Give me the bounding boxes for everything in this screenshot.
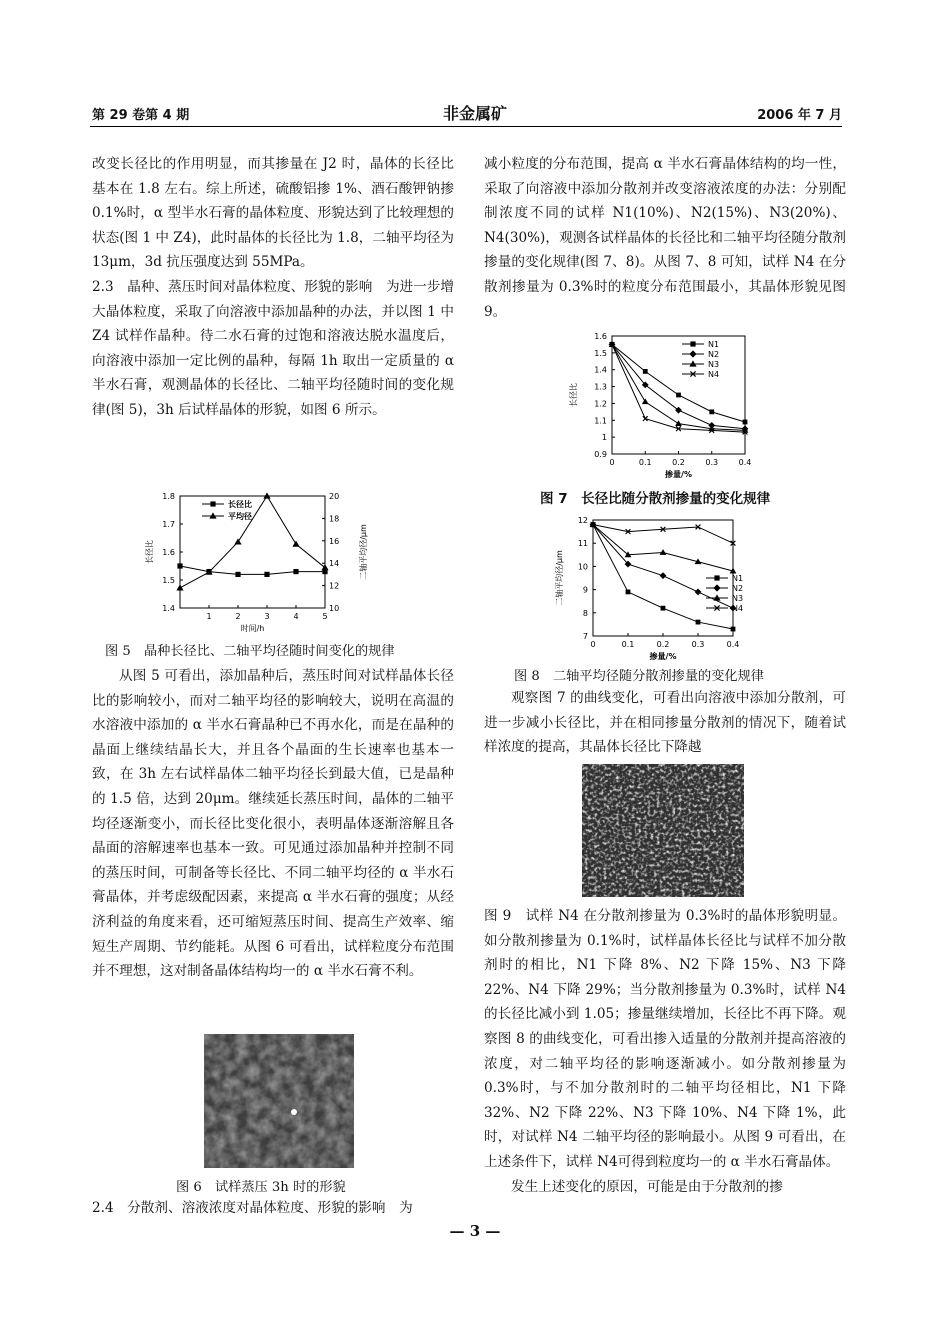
data-point xyxy=(626,590,631,595)
x-tick-label: 0 xyxy=(609,458,615,467)
paragraph: 明显。如分散剂掺量为 0.1%时，试样晶体长径比与试样不加分散剂时的相比，N1 下降 8%、N2 下降 15%、N3 下降 22%、N4 下降 29%；当分散剂掺量为 0.3%时，试样 N4的长径比减小到 1.05；掺量继续增加，长径比不再下降。观察图 8 的曲线变化，可看出掺入适量的分散剂并提高溶液的浓度，对二轴平均径的影响逐渐减小。如分散剂掺量为 0.3%时，与不加分散剂时的二轴平均径相比，N1 下降 32%、N2 下降 22%、N3 下降 10%、N4 下降 1%，此时，对试样 N4 二轴平均径的影响最小。从图 9 可看出，在上述条件下，试样 N4可得到粒度均一的 α 半水石膏晶体。 xyxy=(484,908,847,1170)
data-point xyxy=(696,620,701,625)
x-tick-label: 0 xyxy=(590,640,596,649)
legend-label: N1 xyxy=(708,340,720,349)
y-tick-label: 1.8 xyxy=(162,492,175,501)
left-column-cont xyxy=(92,664,454,984)
y-tick-label: 9 xyxy=(582,585,588,595)
y-axis-label: 二轴平均径/μm xyxy=(555,550,564,606)
x-tick-label: 3 xyxy=(264,612,270,621)
x-tick-label: 0.4 xyxy=(738,458,752,467)
x-tick-label: 0.4 xyxy=(726,640,740,649)
y-axis-label: 长径比 xyxy=(145,540,154,564)
journal-volume: 第 29 卷第 4 期 xyxy=(92,108,190,123)
y-tick-label: 1.6 xyxy=(594,332,607,341)
data-point xyxy=(660,572,667,579)
left-column xyxy=(92,152,454,423)
data-point xyxy=(176,584,183,590)
x-tick-label: 0.1 xyxy=(621,640,635,649)
y-tick-label: 7 xyxy=(582,632,588,641)
data-point xyxy=(177,563,182,568)
page-number: — 3 — xyxy=(449,1222,501,1240)
paragraph: 减小粒度的分布范围，提高 α 半水石膏晶体结构的均一性，采取了向溶液中添加分散剂并改变溶液浓度的办法：分别配制浓度不同的试样 N1(10%)、N2(15%)、N3(20%)、N4(30%)，观测各试样晶体的长径比和二轴平均径随分散剂掺量的变化规律(图 7、8)。从图 7、8 可知，试样 N4 在分散剂掺量为 0.3%时的粒度分布范围最小，其晶体形貌见图 9。 xyxy=(484,156,846,320)
y-tick-label: 10 xyxy=(577,562,588,572)
data-point xyxy=(675,420,682,426)
plot-frame xyxy=(180,496,325,608)
data-point xyxy=(714,575,719,580)
paragraph: 2.4 分散剂、溶液浓度对晶体粒度、形貌的影响 为 xyxy=(92,1200,413,1216)
x-tick-label: 1 xyxy=(206,612,212,621)
data-point xyxy=(235,572,240,577)
series-line xyxy=(593,525,733,609)
section-2-4 xyxy=(92,1196,454,1221)
figure-7-caption: 图 7 长径比随分散剂掺量的变化规律 xyxy=(540,491,771,507)
y-tick-label: 1.6 xyxy=(162,548,175,557)
legend-label: 长径比 xyxy=(228,500,252,509)
data-point xyxy=(709,409,714,414)
x-tick-label: 5 xyxy=(322,612,328,621)
figure-5-caption: 图 5 晶种长径比、二轴平均径随时间变化的规律 xyxy=(105,644,395,659)
data-point xyxy=(234,538,241,544)
y2-axis-label: 二轴平均径/μm xyxy=(359,524,368,580)
data-point xyxy=(731,627,736,632)
y-axis-label: 长径比 xyxy=(569,383,578,407)
x-tick-label: 0.3 xyxy=(691,640,705,649)
figure-7-chart xyxy=(560,326,760,480)
y-tick-label: 8 xyxy=(582,608,588,618)
header-rule xyxy=(90,126,842,127)
paragraph: 改变长径比的作用明显，而其掺量在 J2 时，晶体的长径比基本在 1.8 左右。综上所述，硫酸铝掺 1%、酒石酸钾钠掺 0.1%时，α 型半水石膏的晶体粒度、形貌达到了比较理想的状态(图 1 中 Z4)，此时晶体的长径比为 1.8，二轴平均径为 13μm，3d 抗压强度达到 55MPa。 xyxy=(92,156,454,271)
data-point xyxy=(689,350,696,357)
legend-label: N4 xyxy=(708,370,720,379)
paragraph: 观察图 7 的曲线变化，可看出向溶液中添加分散剂，可进一步减小长径比，并在相同掺量分散剂的情况下，随着试样浓度的提高，其晶体长径比下降越 xyxy=(484,690,846,756)
legend-label: N2 xyxy=(708,350,720,359)
y-tick-label: 11 xyxy=(577,539,588,549)
series-line xyxy=(612,344,745,432)
y-tick-label: 12 xyxy=(577,516,588,525)
right-column-cont xyxy=(484,686,846,760)
y2-tick-label: 12 xyxy=(329,581,340,591)
journal-title: 非金属矿 xyxy=(442,104,507,123)
section-2-3: 2.3 晶种、蒸压时间对晶体粒度、形貌的影响 为进一步增大晶体粒度，采取了向溶液中添加晶种的办法，并以图 1 中 Z4 试样作晶种。待二水石膏的过饱和溶液达脱水温度后，向溶液中添加一定比例的晶种，每隔 1h 取出一定质量的 α 半水石膏，观测晶体的长径比、二轴平均径随时间的变化规律(图 5)，3h 后试样晶体的形貌，如图 6 所示。 xyxy=(92,278,454,418)
figure-9-caption: 图 9 试样 N4 在分散剂掺量为 0.3%时的晶体形貌 xyxy=(484,908,805,924)
figure-9-photo xyxy=(582,764,744,897)
series-line xyxy=(180,566,325,574)
y-tick-label: 1.2 xyxy=(594,399,607,409)
data-point xyxy=(643,369,648,374)
legend-label: N3 xyxy=(732,594,744,603)
data-point xyxy=(660,549,667,555)
figure-8-chart xyxy=(548,508,768,663)
x-tick-label: 0.2 xyxy=(656,640,670,649)
y-tick-label: 1 xyxy=(601,433,607,443)
right-column-end xyxy=(484,904,846,1199)
data-point xyxy=(210,501,215,506)
x-tick-label: 0.3 xyxy=(705,458,719,467)
y-tick-label: 1.4 xyxy=(594,365,607,375)
figure-6-caption: 图 6 试样蒸压 3h 时的形貌 xyxy=(176,1180,346,1195)
y-tick-label: 1.5 xyxy=(594,348,607,358)
y-tick-label: 1.7 xyxy=(162,520,175,529)
x-axis-label: 掺量/% xyxy=(649,652,677,661)
paragraph: 从图 5 可看出，添加晶种后，蒸压时间对试样晶体长径比的影响较小，而对二轴平均径的影响较大，说明在高温的水溶液中添加的 α 半水石膏晶种已不再水化，而是在晶种的晶面上继续结晶长大，并且各个晶面的生长速率也基本一致，在 3h 左右试样晶体二轴平均径长到最大值，已是晶种的 1.5 倍，达到 20μm。继续延长蒸压时间，晶体的二轴平均径逐渐变小，而长径比变化很小，表明晶体逐渐溶解且各晶面的溶解速率也基本一致。可见通过添加晶种并控制不同的蒸压时间，可制备等长径比、不同二轴平均径的 α 半水石膏晶体，并考虑级配因素，来提高 α 半水石膏的强度；从经济利益的角度来看，还可缩短蒸压时间、提高生产效率、缩短生产周期、节约能耗。从图 6 可看出，试样粒度分布范围并不理想，这对制备晶体结构均一的 α 半水石膏不利。 xyxy=(92,668,454,980)
data-point xyxy=(743,420,748,425)
x-tick-label: 2 xyxy=(235,612,241,621)
x-tick-label: 0.2 xyxy=(672,458,685,467)
data-point xyxy=(695,589,702,596)
paragraph: 发生上述变化的原因，可能是由于分散剂的掺 xyxy=(511,1178,783,1195)
y-tick-label: 1.3 xyxy=(594,382,607,392)
y2-tick-label: 18 xyxy=(329,514,340,524)
data-point xyxy=(676,393,681,398)
x-tick-label: 4 xyxy=(293,612,299,621)
y-tick-label: 0.9 xyxy=(594,450,607,459)
figure-8-caption: 图 8 二轴平均径随分散剂掺量的变化规律 xyxy=(514,669,764,684)
y2-tick-label: 10 xyxy=(329,604,340,613)
y-tick-label: 1.5 xyxy=(162,576,175,585)
x-axis-label: 掺量/% xyxy=(665,470,692,479)
y-tick-label: 1.4 xyxy=(162,604,175,613)
figure-9-caption-inline xyxy=(484,904,846,1175)
x-axis-label: 时间/h xyxy=(240,624,265,633)
data-point xyxy=(264,572,269,577)
data-point xyxy=(690,341,695,346)
legend-label: N2 xyxy=(732,584,744,593)
legend-label: 平均径 xyxy=(228,512,252,521)
figure-5-chart xyxy=(140,486,380,636)
y2-tick-label: 14 xyxy=(329,559,340,569)
x-tick-label: 0.1 xyxy=(638,458,652,467)
y-tick-label: 1.1 xyxy=(594,416,607,426)
legend-label: N4 xyxy=(732,604,744,613)
data-point xyxy=(292,541,299,547)
data-point xyxy=(293,569,298,574)
right-column xyxy=(484,152,846,324)
y2-tick-label: 20 xyxy=(329,492,340,501)
series-line xyxy=(593,525,733,544)
data-point xyxy=(642,398,649,404)
series-line xyxy=(612,344,745,430)
data-point xyxy=(661,606,666,611)
legend-label: N1 xyxy=(732,574,744,583)
issue-date: 2006 年 7 月 xyxy=(757,108,842,123)
data-point xyxy=(713,584,720,591)
legend-label: N3 xyxy=(708,360,720,369)
y2-tick-label: 16 xyxy=(329,536,340,546)
figure-6-photo xyxy=(204,1034,354,1168)
